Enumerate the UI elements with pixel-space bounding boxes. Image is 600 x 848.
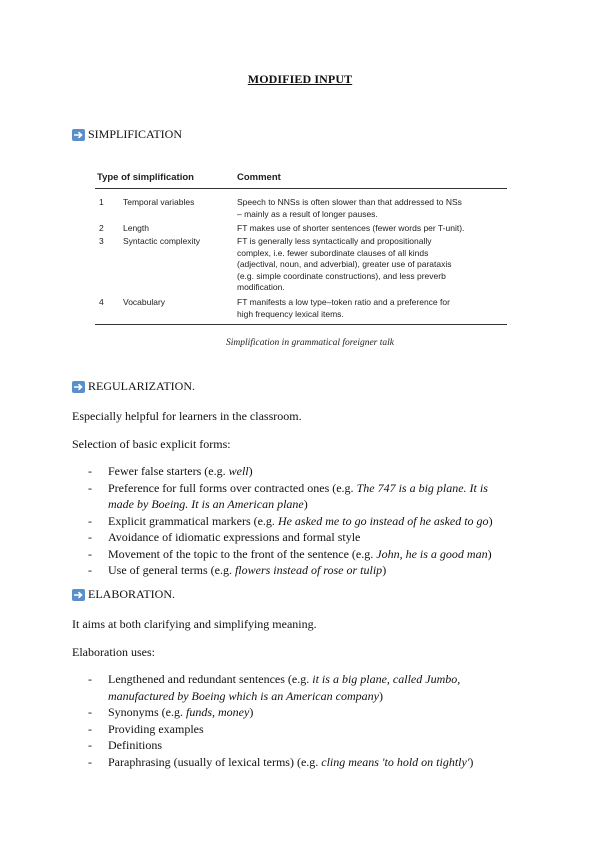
table-row-number: 4 xyxy=(99,297,104,307)
arrow-right-icon xyxy=(72,589,85,601)
table-bottom-rule xyxy=(95,324,507,325)
arrow-right-icon xyxy=(72,129,85,141)
section-heading-elaboration xyxy=(72,587,175,602)
elaboration-uses: Elaboration uses: xyxy=(72,645,155,659)
table-header-comment: Comment xyxy=(237,172,281,183)
list-item: - Fewer false starters (e.g. well) xyxy=(88,463,508,480)
page-title: MODIFIED INPUT xyxy=(247,72,353,86)
table-row-type: Syntactic complexity xyxy=(123,236,200,246)
table-divider xyxy=(95,188,507,189)
table-row-comment: FT makes use of shorter sentences (fewer words per T-unit). xyxy=(237,223,465,233)
list-item: - Avoidance of idiomatic expressions and formal style xyxy=(88,529,508,546)
list-item: - Movement of the topic to the front of the sentence (e.g. John, he is a good man) xyxy=(88,546,508,563)
list-item: - Paraphrasing (usually of lexical terms) (e.g. cling means 'to hold on tightly') xyxy=(88,754,478,771)
regularization-list xyxy=(88,463,508,579)
table-row-type: Vocabulary xyxy=(123,297,166,307)
table-row-number: 3 xyxy=(99,236,104,246)
section-label: SIMPLIFICATION xyxy=(88,127,183,141)
list-item: - Lengthened and redundant sentences (e.g. it is a big plane, called Jumbo, manufactured by Boeing which is an American company) xyxy=(88,671,478,704)
elaboration-intro: It aims at both clarifying and simplifying meaning. xyxy=(72,617,317,631)
table-header-type: Type of simplification xyxy=(97,172,194,183)
table-caption: Simplification in grammatical foreigner talk xyxy=(226,338,394,348)
section-heading-simplification xyxy=(72,127,182,142)
section-label: ELABORATION. xyxy=(88,587,175,601)
list-item: - Providing examples xyxy=(88,721,478,738)
regularization-intro: Especially helpful for learners in the classroom. xyxy=(72,409,302,423)
table-row-number: 1 xyxy=(99,197,104,207)
section-label: REGULARIZATION. xyxy=(88,379,195,393)
section-heading-regularization xyxy=(72,379,195,394)
arrow-right-icon xyxy=(72,381,85,393)
regularization-selection: Selection of basic explicit forms: xyxy=(72,437,231,451)
table-row-comment: FT manifests a low type–token ratio and a preference for high frequency lexical items. xyxy=(237,297,450,319)
table-row-number: 2 xyxy=(99,223,104,233)
list-item: - Preference for full forms over contracted ones (e.g. The 747 is a big plane. It is made by Boeing. It is an American plane) xyxy=(88,480,508,513)
list-item: - Explicit grammatical markers (e.g. He asked me to go instead of he asked to go) xyxy=(88,513,508,530)
list-item: - Synonyms (e.g. funds, money) xyxy=(88,704,478,721)
list-item: - Use of general terms (e.g. flowers instead of rose or tulip) xyxy=(88,562,508,579)
table-row-comment: Speech to NNSs is often slower than that addressed to NSs – mainly as a result of longer pauses. xyxy=(237,197,462,219)
table-row-type: Temporal variables xyxy=(123,197,195,207)
elaboration-list xyxy=(88,671,478,770)
simplification-table-image xyxy=(95,166,507,352)
table-row-comment: FT is generally less syntactically and propositionally complex, i.e. fewer subordinate clauses of all kinds (adjectival, noun, and adverbial), greater use of parataxis (e.g. simple coordinate constructions), and less preverb modification. xyxy=(237,236,452,292)
table-row-type: Length xyxy=(123,223,149,233)
list-item: - Definitions xyxy=(88,737,478,754)
